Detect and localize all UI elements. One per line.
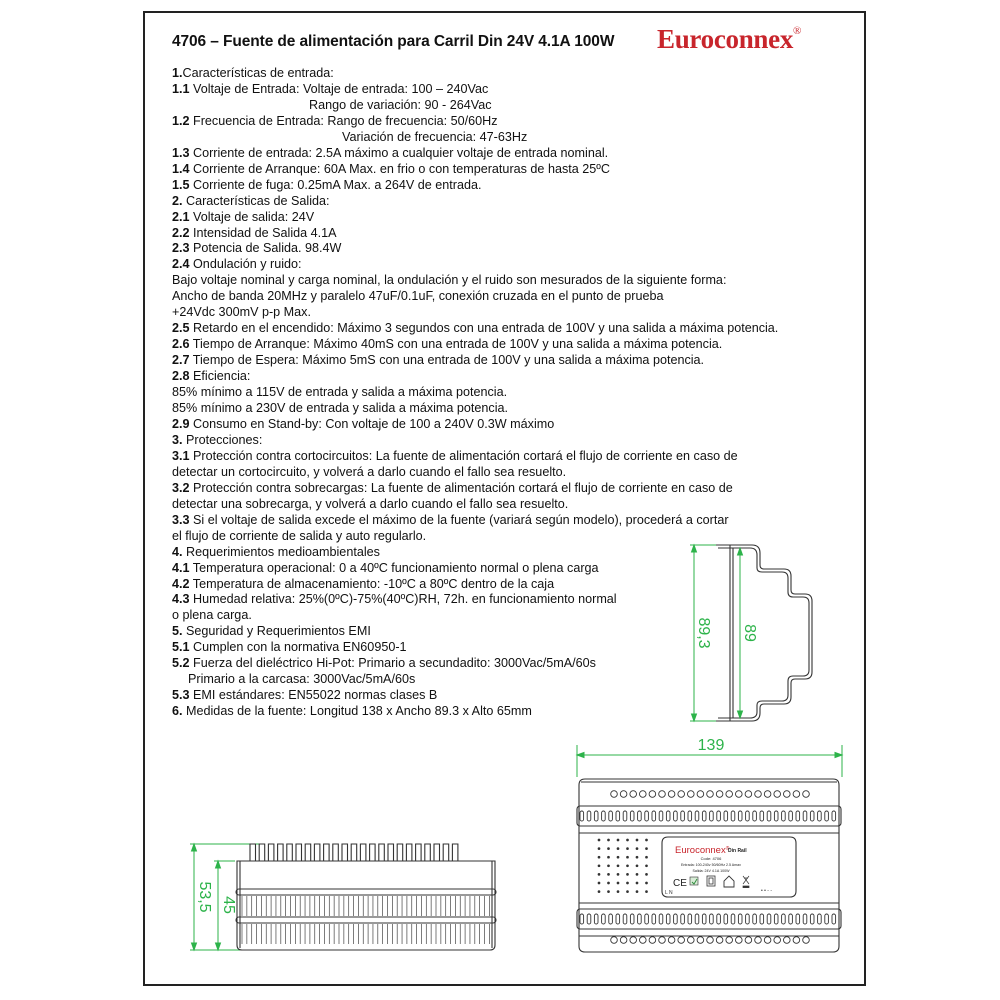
terminal-slot [602,811,606,821]
spec-line [172,497,832,513]
vent-dot [646,839,648,841]
spec-text: detectar un cortocircuito, y volverá a darlo cuando el fallo sea resuelto. [172,464,567,479]
page-title: 4706 – Fuente de alimentación para Carril Din 24V 4.1A 100W [172,33,615,50]
spec-number: 2.5 [172,321,190,336]
spec-line [172,289,832,305]
vent-hole [707,937,714,944]
spec-line [172,369,832,385]
spec-number: 4.3 [172,592,190,607]
vent-hole [649,937,656,944]
polarity-marks: • • - - [761,888,772,894]
terminal-slot [630,914,634,924]
terminal-slot [825,811,829,821]
vent-hole [803,937,810,944]
terminal-slot [738,914,742,924]
vent-dot [598,891,600,893]
registered-mark: ® [793,25,802,37]
spec-number: 3. [172,432,183,447]
vent-dot [617,839,619,841]
terminal-slot [724,914,728,924]
spec-number: 2.3 [172,241,190,256]
vent-dot [617,891,619,893]
terminal-label: L N [665,890,673,896]
terminal-slot [645,811,649,821]
spec-line [172,162,832,178]
vent-dot [636,874,638,876]
vent-dot [598,882,600,884]
spec-text: +24Vdc 300mV p-p Max. [172,305,311,320]
vent-dot [636,856,638,858]
vent-hole [793,791,800,798]
spec-line [172,305,832,321]
vent-dot [627,856,629,858]
vent-hole [630,791,637,798]
side-view-drawing [180,830,510,965]
vent-dot [608,891,610,893]
spec-text: detectar una sobrecarga, y volverá a darlo cuando el fallo sea resuelto. [172,496,569,511]
spec-line [172,257,832,273]
spec-number: 4.1 [172,560,190,575]
terminal-slot [710,914,714,924]
terminal-slot [818,811,822,821]
terminal-slot [674,811,678,821]
terminal-slot [782,914,786,924]
vent-dot [598,874,600,876]
vent-dot [646,865,648,867]
vent-hole [716,937,723,944]
vent-dot [598,865,600,867]
terminal-slot [738,811,742,821]
spec-text: Protección contra sobrecargas: La fuente de alimentación cortará el flujo de corriente en caso de [189,480,733,495]
spec-number: 2.9 [172,416,190,431]
spec-line [172,194,832,210]
terminal-slot [580,811,584,821]
terminal-slot [832,811,836,821]
brand-name: Euroconnex [657,24,794,54]
terminal-slot [652,914,656,924]
terminal-slot [688,914,692,924]
terminal-slot [666,914,670,924]
spec-text: Tiempo de Espera: Máximo 5mS con una entrada de 100V y una salida a máxima potencia. [189,353,705,368]
label-output: Salida: 24V 4.1A 100W [692,869,730,873]
terminal-slot [616,811,620,821]
vent-hole [774,937,781,944]
vent-hole [668,791,675,798]
terminal-slot [746,914,750,924]
spec-line [172,353,832,369]
spec-text: o plena carga. [172,608,252,623]
vent-dot [608,848,610,850]
spec-number: 2.6 [172,337,190,352]
terminal-slot [753,811,757,821]
terminal-slot [688,811,692,821]
vent-hole [736,791,743,798]
spec-text: Humedad relativa: 25%(0ºC)-75%(40ºC)RH, 72h. en funcionamiento normal [189,592,617,607]
terminal-slot [746,811,750,821]
spec-text: Corriente de Arranque: 60A Max. en frio o con temperaturas de hasta 25ºC [189,161,610,176]
terminal-slot [767,811,771,821]
spec-text: Consumo en Stand-by: Con voltaje de 100 a 240V 0.3W máximo [189,416,555,431]
vent-hole [764,937,771,944]
spec-text: Características de entrada: [182,66,334,80]
vent-dot [598,848,600,850]
vent-dot [627,874,629,876]
terminal-slot [731,914,735,924]
spec-line [172,114,832,130]
vent-hole [736,937,743,944]
spec-text: Eficiencia: [189,369,251,384]
spec-text: Voltaje de salida: 24V [189,209,315,224]
terminal-slot [717,811,721,821]
terminal-slot [645,914,649,924]
vent-hole [726,791,733,798]
vent-hole [659,937,666,944]
spec-text: Características de Salida: [182,193,330,208]
vent-dot [617,882,619,884]
vent-hole [611,937,618,944]
spec-number: 2.2 [172,225,190,240]
spec-text: Requerimientos medioambientales [182,544,380,559]
vent-dot [627,839,629,841]
vent-dot [636,848,638,850]
spec-line [172,226,832,242]
terminal-slot [760,811,764,821]
spec-number: 3.3 [172,512,190,527]
terminal-slot [767,914,771,924]
spec-text: EMI estándares: EN55022 normas clases B [189,688,438,703]
vent-dot [598,856,600,858]
vent-dot [627,882,629,884]
terminal-slot [695,811,699,821]
terminal-slot [724,811,728,821]
spec-text: Variación de frecuencia: 47-63Hz [342,129,528,144]
vent-hole [764,791,771,798]
spec-text: Seguridad y Requerimientos EMI [182,624,371,639]
spec-number: 5. [172,624,183,639]
vent-hole [784,937,791,944]
vent-hole [678,937,685,944]
vent-hole [745,937,752,944]
spec-line [172,130,832,146]
vent-dot [608,865,610,867]
terminal-slot [674,914,678,924]
terminal-slot [710,811,714,821]
spec-text: Tiempo de Arranque: Máximo 40mS con una entrada de 100V y una salida a máxima potencia. [189,337,723,352]
vent-dot [646,848,648,850]
spec-number: 3.1 [172,448,190,463]
dimension-label: 89,3 [695,617,712,649]
terminal-slot [789,811,793,821]
indoor-use-icon [724,876,734,887]
vent-hole [755,937,762,944]
vent-dot [617,865,619,867]
vent-dot [636,882,638,884]
vent-hole [678,791,685,798]
spec-line [172,66,832,82]
terminal-slot [803,811,807,821]
vent-hole [726,937,733,944]
spec-line [172,513,832,529]
vent-dot [646,891,648,893]
spec-number: 1.2 [172,113,190,128]
vent-dot [617,848,619,850]
terminal-slot [760,914,764,924]
ce-mark-icon: CE [673,878,687,889]
terminal-slot [587,914,591,924]
terminal-slot [789,914,793,924]
terminal-slot [695,914,699,924]
spec-text: Temperatura operacional: 0 a 40ºC funcionamiento normal o plena carga [189,560,599,575]
spec-text: Bajo voltaje nominal y carga nominal, la ondulación y el ruido son mesurados de la siguiente forma: [172,273,727,288]
dimension-label: 45 [220,896,237,914]
terminal-slot [810,811,814,821]
terminal-slot [659,811,663,821]
terminal-slot [630,811,634,821]
terminal-slot [602,914,606,924]
vent-dot [646,882,648,884]
spec-line [172,82,832,98]
vent-dot [627,865,629,867]
terminal-slot [702,811,706,821]
terminal-slot [803,914,807,924]
terminal-slot [796,914,800,924]
spec-number: 2.4 [172,257,190,272]
spec-text: Corriente de fuga: 0.25mA Max. a 264V de entrada. [189,177,482,192]
terminal-slot [659,914,663,924]
spec-number: 1.3 [172,145,190,160]
spec-line [172,401,832,417]
vent-hole [803,791,810,798]
terminal-slot [702,914,706,924]
spec-number: 6. [172,704,183,719]
spec-number: 2. [172,193,183,208]
vent-hole [697,937,704,944]
spec-number: 2.1 [172,209,190,224]
terminal-slot [681,811,685,821]
spec-line [172,241,832,257]
terminal-slot [638,914,642,924]
vent-dot [608,839,610,841]
vent-dot [636,891,638,893]
terminal-slot [616,914,620,924]
label-brand: Euroconnex® [675,845,730,856]
spec-text: Primario a la carcasa: 3000Vac/5mA/60s [188,672,416,687]
spec-number: 1.1 [172,81,190,96]
spec-text: Ancho de banda 20MHz y paralelo 47uF/0.1uF, conexión cruzada en el punto de prueba [172,289,664,304]
spec-line [172,417,832,433]
vent-dot [598,839,600,841]
vent-hole [649,791,656,798]
spec-text: Intensidad de Salida 4.1A [189,225,337,240]
spec-line [172,98,832,114]
terminal-slot [609,811,613,821]
terminal-slot [587,811,591,821]
spec-number: 1.4 [172,161,190,176]
spec-line [172,465,832,481]
vent-hole [697,791,704,798]
spec-text: Voltaje de Entrada: Voltaje de entrada: 100 – 240Vac [189,81,489,96]
vent-hole [630,937,637,944]
label-code: Code: 4706 [700,856,722,861]
terminal-slot [623,811,627,821]
spec-text: 85% mínimo a 230V de entrada y salida a máxima potencia. [172,401,509,416]
spec-number: 4.2 [172,576,190,591]
spec-line [172,321,832,337]
terminal-slot [681,914,685,924]
terminal-slot [810,914,814,924]
vent-hole [620,937,627,944]
terminal-slot [652,811,656,821]
spec-text: Retardo en el encendido: Máximo 3 segundos con una entrada de 100V y una salida a máxima potencia. [189,321,779,336]
vent-hole [793,937,800,944]
vent-hole [688,791,695,798]
terminal-slot [774,914,778,924]
terminal-slot [796,811,800,821]
spec-text: Rango de variación: 90 - 264Vac [309,97,492,112]
terminal-slot [609,914,613,924]
terminal-slot [731,811,735,821]
spec-number: 5.2 [172,656,190,671]
spec-line [172,210,832,226]
vent-dot [608,874,610,876]
terminal-slot [638,811,642,821]
vent-dot [617,856,619,858]
vent-hole [611,791,618,798]
vent-hole [774,791,781,798]
spec-text: Si el voltaje de salida excede el máximo de la fuente (variará según modelo), procederá a cortar [189,512,729,527]
spec-number: 1.5 [172,177,190,192]
vent-hole [620,791,627,798]
spec-text: Temperatura de almacenamiento: -10ºC a 80ºC dentro de la caja [189,576,555,591]
terminal-slot [594,811,598,821]
terminal-slot [774,811,778,821]
terminal-slot [782,811,786,821]
spec-line [172,385,832,401]
spec-number: 4. [172,544,183,559]
vent-dot [608,856,610,858]
vent-dot [636,865,638,867]
vent-hole [784,791,791,798]
vent-dot [608,882,610,884]
vent-hole [640,937,647,944]
double-insulation-icon [707,876,715,886]
spec-number: 2.8 [172,369,190,384]
vent-hole [640,791,647,798]
dimension-label: 139 [697,737,725,754]
vent-dot [646,874,648,876]
spec-text: Ondulación y ruido: [189,257,302,272]
spec-line [172,337,832,353]
spec-line [172,449,832,465]
dimension-label: 53,5 [196,881,213,913]
terminal-slot [753,914,757,924]
spec-number: 2.7 [172,353,190,368]
vent-hole [659,791,666,798]
spec-line [172,146,832,162]
vent-dot [636,839,638,841]
spec-text: Cumplen con la normativa EN60950-1 [189,640,407,655]
vent-dot [646,856,648,858]
vent-hole [716,791,723,798]
spec-number: 5.3 [172,688,190,703]
vent-dot [617,874,619,876]
spec-text: Frecuencia de Entrada: Rango de frecuencia: 50/60Hz [189,113,498,128]
terminal-slot [717,914,721,924]
spec-text: Potencia de Salida. 98.4W [189,241,342,256]
label-input: Entrada: 100-240v 50/60Hz 2.5 Amax [681,863,741,867]
terminal-slot [623,914,627,924]
front-view-drawing [565,733,850,963]
spec-text: el flujo de corriente de salida y auto regularlo. [172,528,427,543]
terminal-slot [825,914,829,924]
spec-number: 5.1 [172,640,190,655]
spec-number: 1. [172,66,183,80]
vent-dot [627,891,629,893]
label-model: Din Rail [728,848,747,854]
spec-text: Protección contra cortocircuitos: La fuente de alimentación cortará el flujo de corriente en caso de [189,448,738,463]
spec-line [172,433,832,449]
spec-text: Protecciones: [182,432,263,447]
vent-hole [688,937,695,944]
spec-line [172,481,832,497]
terminal-slot [832,914,836,924]
dimension-label: 89 [741,624,758,642]
weee-bin-icon [743,876,749,888]
terminal-slot [580,914,584,924]
profile-drawing [680,535,830,725]
spec-text: Corriente de entrada: 2.5A máximo a cualquier voltaje de entrada nominal. [189,145,609,160]
terminal-slot [666,811,670,821]
terminal-slot [594,914,598,924]
vent-hole [755,791,762,798]
vent-hole [745,791,752,798]
vent-hole [668,937,675,944]
spec-text: 85% mínimo a 115V de entrada y salida a máxima potencia. [172,385,508,400]
spec-number: 3.2 [172,480,190,495]
spec-text: Medidas de la fuente: Longitud 138 x Ancho 89.3 x Alto 65mm [182,704,532,719]
spec-line [172,178,832,194]
vent-dot [627,848,629,850]
spec-line [172,273,832,289]
recycle-icon [690,877,698,885]
terminal-slot [818,914,822,924]
vent-hole [707,791,714,798]
spec-text: Fuerza del dieléctrico Hi-Pot: Primario a secundadito: 3000Vac/5mA/60s [189,656,596,671]
brand-logo [657,24,801,55]
